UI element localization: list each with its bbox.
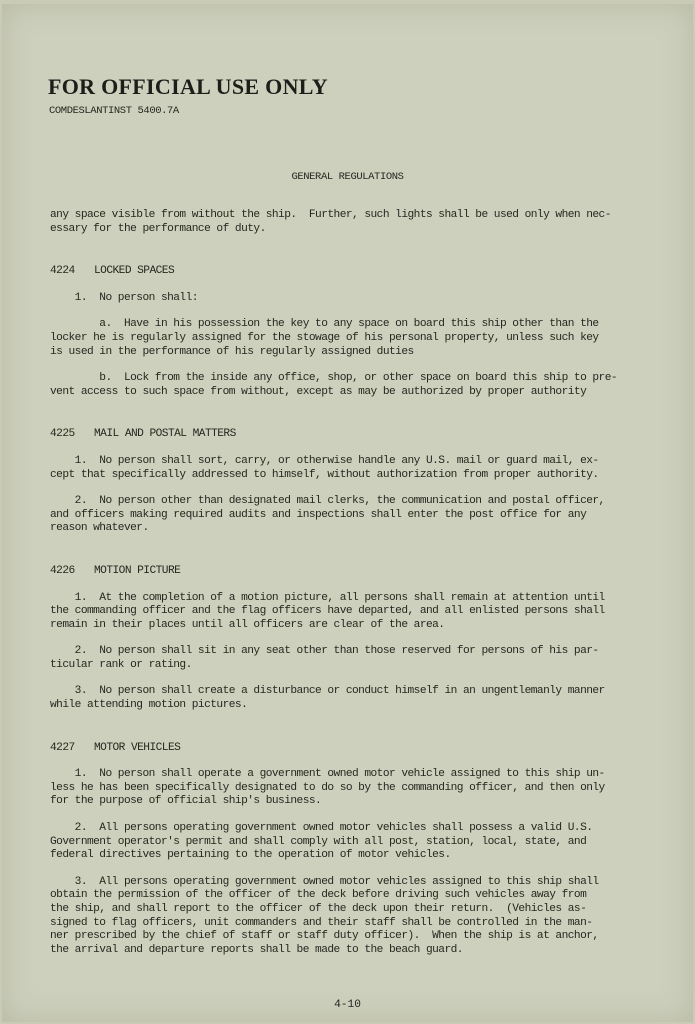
text-line: 3. All persons operating government owned motor vehicles assigned to this ship shall (50, 875, 599, 888)
classification-stamp: FOR OFFICIAL USE ONLY (48, 74, 328, 99)
section-heading-4224 (50, 265, 650, 279)
text-line: remain in their places until all officers are clear of the area. (50, 618, 445, 631)
text-line: reason whatever. (50, 522, 149, 535)
document-page (2, 4, 693, 1022)
section-title: MOTION PICTURE (94, 564, 181, 577)
section-heading-4225 (50, 428, 650, 442)
text-line: 2. No person shall sit in any seat other than those reserved for persons of his par- (50, 645, 599, 658)
text-line: is used in the performance of his regularly assigned duties (50, 345, 414, 358)
text-line: a. Have in his possession the key to any space on board this ship other than the (50, 318, 599, 331)
section-number: 4227 (50, 741, 75, 754)
text-line: 1. No person shall: (50, 291, 198, 304)
section-number: 4226 (50, 564, 75, 577)
page-number: 4-10 (334, 999, 361, 1011)
section-title: LOCKED SPACES (94, 265, 175, 278)
text-line: 1. No person shall sort, carry, or otherwise handle any U.S. mail or guard mail, ex- (50, 454, 599, 467)
text-line: the arrival and departure reports shall be made to the beach guard. (50, 943, 463, 956)
text-line: 1. At the completion of a motion picture, all persons shall remain at attention until (50, 591, 605, 604)
section-title: MOTOR VEHICLES (94, 741, 181, 754)
text-line: federal directives pertaining to the operation of motor vehicles. (50, 849, 451, 862)
text-line: 2. No person other than designated mail clerks, the communication and postal officer, (50, 495, 605, 508)
text-line: essary for the performance of duty. (50, 222, 266, 235)
text-line: obtain the permission of the officer of the deck before driving such vehicles away from (50, 889, 587, 902)
text-line: any space visible from without the ship. Further, such lights shall be used only when nec- (50, 209, 611, 221)
section-number: 4225 (50, 428, 75, 441)
text-line: 1. No person shall operate a government owned motor vehicle assigned to this ship un- (50, 768, 605, 781)
text-line: ticular rank or rating. (50, 658, 192, 671)
section-title: MAIL AND POSTAL MATTERS (94, 428, 236, 441)
text-line: signed to flag officers, unit commanders and their staff shall be controlled in the man- (50, 916, 593, 929)
text-line: while attending motion pictures. (50, 699, 248, 712)
text-line: cept that specifically addressed to himself, without authorization from proper authority. (50, 468, 599, 481)
text-line: locker he is regularly assigned for the stowage of his personal property, unless such key (50, 331, 599, 344)
text-line: Government operator's permit and shall comply with all post, station, local, state, and (50, 835, 587, 848)
page-title: GENERAL REGULATIONS (291, 171, 404, 183)
section-heading-4226 (50, 565, 650, 579)
text-line: 2. All persons operating government owned motor vehicles shall possess a valid U.S. (50, 822, 593, 835)
text-line: b. Lock from the inside any office, shop, or other space on board this ship to pre- (50, 372, 618, 385)
text-line: less he has been specifically designated to do so by the commanding officer, and then only (50, 781, 605, 794)
text-line: and officers making required audits and inspections shall enter the post office for any (50, 508, 587, 521)
instruction-number: COMDESLANTINST 5400.7A (49, 105, 179, 117)
section-number: 4224 (50, 265, 75, 278)
document-body (50, 209, 650, 957)
section-heading-4227 (50, 742, 650, 756)
text-line: 3. No person shall create a disturbance or conduct himself in an ungentlemanly manner (50, 685, 605, 698)
text-line: vent access to such space from without, except as may be authorized by proper authority (50, 385, 587, 398)
text-line: ner prescribed by the chief of staff or staff duty officer). When the ship is at anchor, (50, 930, 599, 943)
text-line: for the purpose of official ship's business. (50, 795, 322, 808)
text-line: the commanding officer and the flag officers have departed, and all enlisted persons shall (50, 605, 605, 618)
text-line: the ship, and shall report to the officer of the deck upon their return. (Vehicles as- (50, 903, 587, 915)
